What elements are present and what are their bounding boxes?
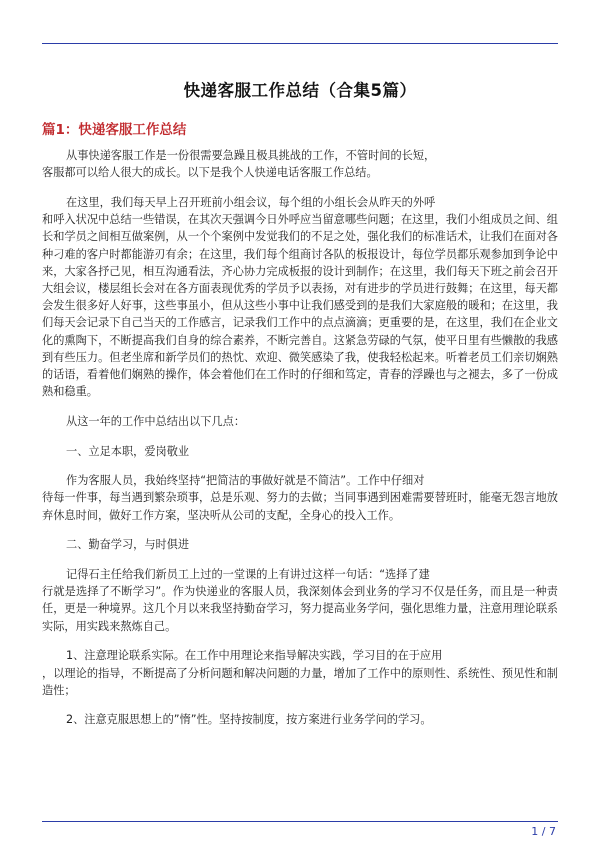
paragraph [42, 413, 558, 430]
section-heading: 篇1：快递客服工作总结 [42, 122, 187, 138]
paragraph-line: 二、勤奋学习，与时俱进 [66, 538, 190, 552]
document-body [42, 147, 558, 741]
footer-rule [42, 821, 558, 822]
paragraph-line: 2、注意克服思想上的”惰”性。坚持按制度，按方案进行业务学问的学习。 [66, 713, 432, 727]
subheading [42, 443, 558, 460]
paragraph [42, 711, 558, 728]
paragraph-line: 记得石主任给我们新员工上过的一堂课的上有讲过这样一句话：“选择了建 [66, 568, 430, 582]
paragraph-line: 作为客服人员，我始终坚持“把简洁的事做好就是不简洁”。工作中仔细对 [66, 474, 425, 488]
paragraph [42, 647, 558, 699]
paragraph-line: 行就是选择了不断学习”。作为快递业的客服人员，我深刻体会到业务的学习不仅是任务，而且是一种责任，更是一种境界。这几个月以来我坚持勤奋学习，努力提高业务学问，强化思维力量，注意用理论联系实际，用实践来熬炼自己。 [42, 585, 558, 633]
paragraph-line: 在这里，我们每天早上召开班前小组会议，每个组的小组长会从昨天的外呼 [66, 195, 436, 209]
paragraph-line: ，以理论的指导，不断提高了分析问题和解决问题的力量，增加了工作中的原则性、系统性、预见性和制造性； [42, 666, 558, 697]
paragraph-line: 1、注意理论联系实际。在工作中用理论来指导解决实践，学习目的在于应用 [66, 649, 443, 663]
paragraph-line: 从事快递客服工作是一份很需要急躁且极具挑战的工作，不管时间的长短， [66, 149, 436, 162]
subheading [42, 536, 558, 553]
paragraph [42, 147, 558, 181]
paragraph-line: 客服都可以给人很大的成长。以下是我个人快递电话客服工作总结。 [42, 166, 378, 180]
document-title: 快递客服工作总结（合集5篇） [183, 81, 417, 100]
paragraph [42, 566, 558, 635]
paragraph-line: 从这一年的工作中总结出以下几点： [66, 414, 246, 428]
page-number: 1 / 7 [531, 825, 556, 838]
header-rule [42, 43, 558, 44]
paragraph-line: 一、立足本职，爱岗敬业 [66, 444, 190, 458]
paragraph [42, 194, 558, 400]
paragraph-line: 待每一件事，每当遇到繁杂琐事，总是乐观、努力的去做；当同事遇到困难需要替班时，能毫无怨言地放弃休息时间，做好工作方案，坚决听从公司的支配，全身心的投入工作。 [42, 491, 558, 522]
paragraph [42, 472, 558, 524]
paragraph-line: 和呼入状况中总结一些错误，在其次天强调今日外呼应当留意哪些问题；在这里，我们小组成员之间、组长和学员之间相互做案例，从一个个案例中发觉我们的不足之处，强化我们的标准话术，让我们在面对各种刁难的客户时都能游刃有余；在这里，我们每个组商讨各队的板报设计，每位学员都乐观参加到争论中来，大家各抒己见，相互沟通看法，齐心协力完成板报的设计到制作；在这里，我们每天下班之前会召开大组会议，楼层组长会对在各方面表现优秀的学员予以表扬，对有进步的学员进行鼓舞；在这里，每天都会发生很多好人好事，这些事虽小，但从这些小事中让我们感受到的是我们大家庭般的暖和；在这里，我们每天会记录下自己当天的工作感言，记录我们工作中的点点滴滴；更重要的是，在这里，我们在企业文化的熏陶下，不断提高我们自身的综合素养，不断完善自。这紧急劳碌的气氛，使平日里有些懒散的我感到有些压力。但老坐席和新学员们的热忱、欢迎、微笑感染了我，使我轻松起来。听着老员工们亲切娴熟的话语，看着他们娴熟的操作，体会着他们在工作时的仔细和笃定，青春的浮躁也与之褪去，多了一份成熟和稳重。 [42, 213, 558, 399]
